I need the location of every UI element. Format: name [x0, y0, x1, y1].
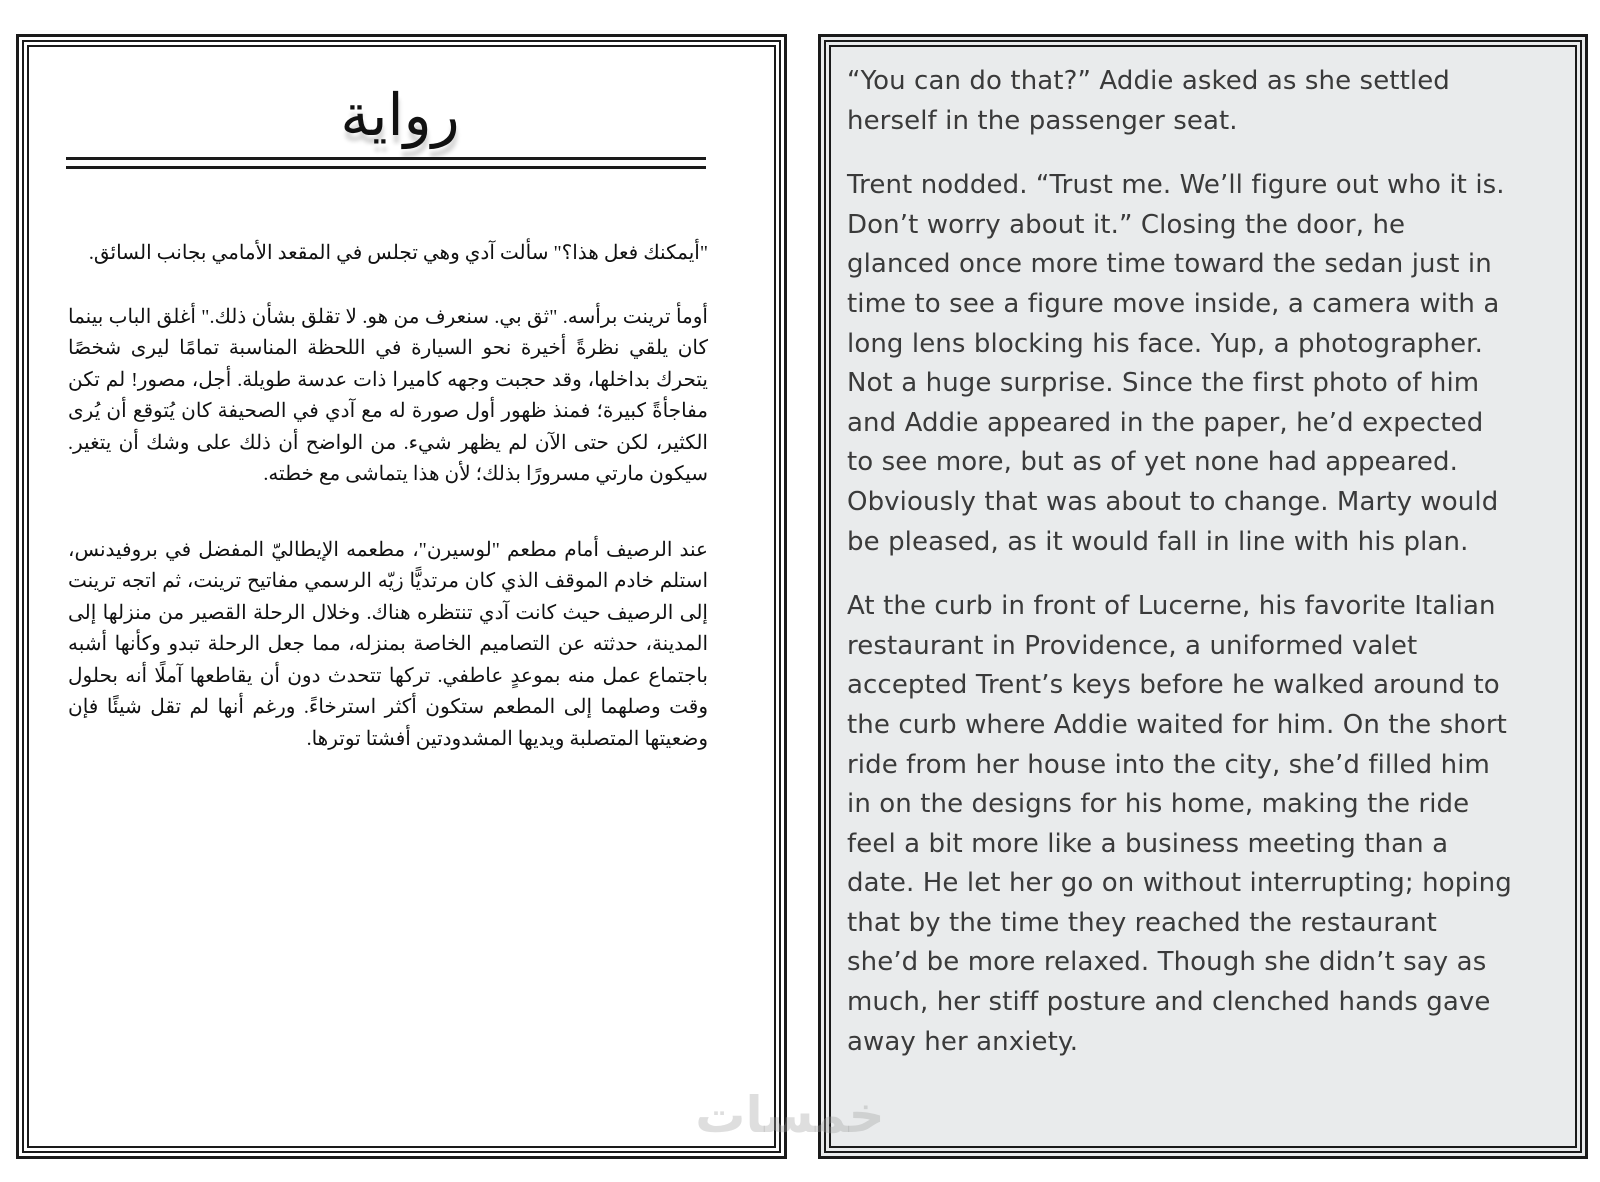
watermark-logo: خمسات — [695, 1086, 885, 1144]
arabic-paragraph: "أيمكنك فعل هذا؟" سألت آدي وهي تجلس في المقعد الأمامي بجانب السائق. — [88, 242, 708, 264]
english-text-body — [847, 62, 1515, 1062]
arabic-page-title: رواية — [340, 81, 460, 149]
english-paragraph: At the curb in front of Lucerne, his favorite Italian restaurant in Providence, a uniformed valet accepted Trent’s keys before he walked around to the curb where Addie waited for him. On the short ride from her house into the city, she’d filled him in on the designs for his home, making the ride feel a bit more like a business meeting than a date. He let her go on without interrupting; hoping that by the time they reached the restaurant she’d be more relaxed. Though she didn’t say as much, her stiff posture and clenched hands gave away her anxiety. — [847, 591, 1512, 1057]
arabic-paragraph: أومأ ترينت برأسه. "ثق بي. سنعرف من هو. لا تقلق بشأن ذلك." أغلق الباب بينما كان يلقي نظرةً أخيرة نحو السيارة في اللحظة المناسبة تمامًا ليرى شخصًا يتحرك بداخلها، وقد حجبت وجهه كاميرا ذات عدسة طويلة. أجل، مصور! لم تكن مفاجأةً كبيرة؛ فمنذ ظهور أول صورة له مع آدي في الصحيفة كان يُتوقع أن يُرى الكثير، لكن حتى الآن لم يظهر شيء. من الواضح أن ذلك على وشك أن يتغير. سيكون مارتي مسرورًا بذلك؛ لأن هذا يتماشى مع خطته. — [68, 305, 708, 485]
english-paragraph: Trent nodded. “Trust me. We’ll figure out who it is. Don’t worry about it.” Closing the door, he glanced once more time toward the sedan just in time to see a figure move inside, a camera with a long lens blocking his face. Yup, a photographer. Not a huge surprise. Since the first photo of him and Addie appeared in the paper, he’d expected to see more, but as of yet none had appeared. Obviously that was about to change. Marty would be pleased, as it would fall in line with his plan. — [847, 170, 1505, 557]
english-paragraph: “You can do that?” Addie asked as she settled herself in the passenger seat. — [847, 66, 1450, 136]
title-divider — [66, 157, 706, 169]
arabic-text-body — [68, 238, 708, 755]
arabic-paragraph: عند الرصيف أمام مطعم "لوسيرن"، مطعمه الإيطاليّ المفضل في بروفيدنس، استلم خادم الموقف الذي كان مرتديًّا زيّه الرسمي مفاتيح ترينت، ثم اتجه ترينت إلى الرصيف حيث كانت آدي تنتظره هناك. وخلال الرحلة القصير من منزلها إلى المدينة، حدثته عن التصاميم الخاصة بمنزله، مما جعل الرحلة تبدو وكأنها أشبه باجتماع عمل منه بموعدٍ عاطفي. تركها تتحدث دون أن يقاطعها آملًا أنه بحلول وقت وصلهما إلى المطعم ستكون أكثر استرخاءً. ورغم أنها لم تقل شيئًا فإن وضعيتها المتصلبة ويديها المشدودتين أفشتا توترها. — [68, 538, 708, 750]
